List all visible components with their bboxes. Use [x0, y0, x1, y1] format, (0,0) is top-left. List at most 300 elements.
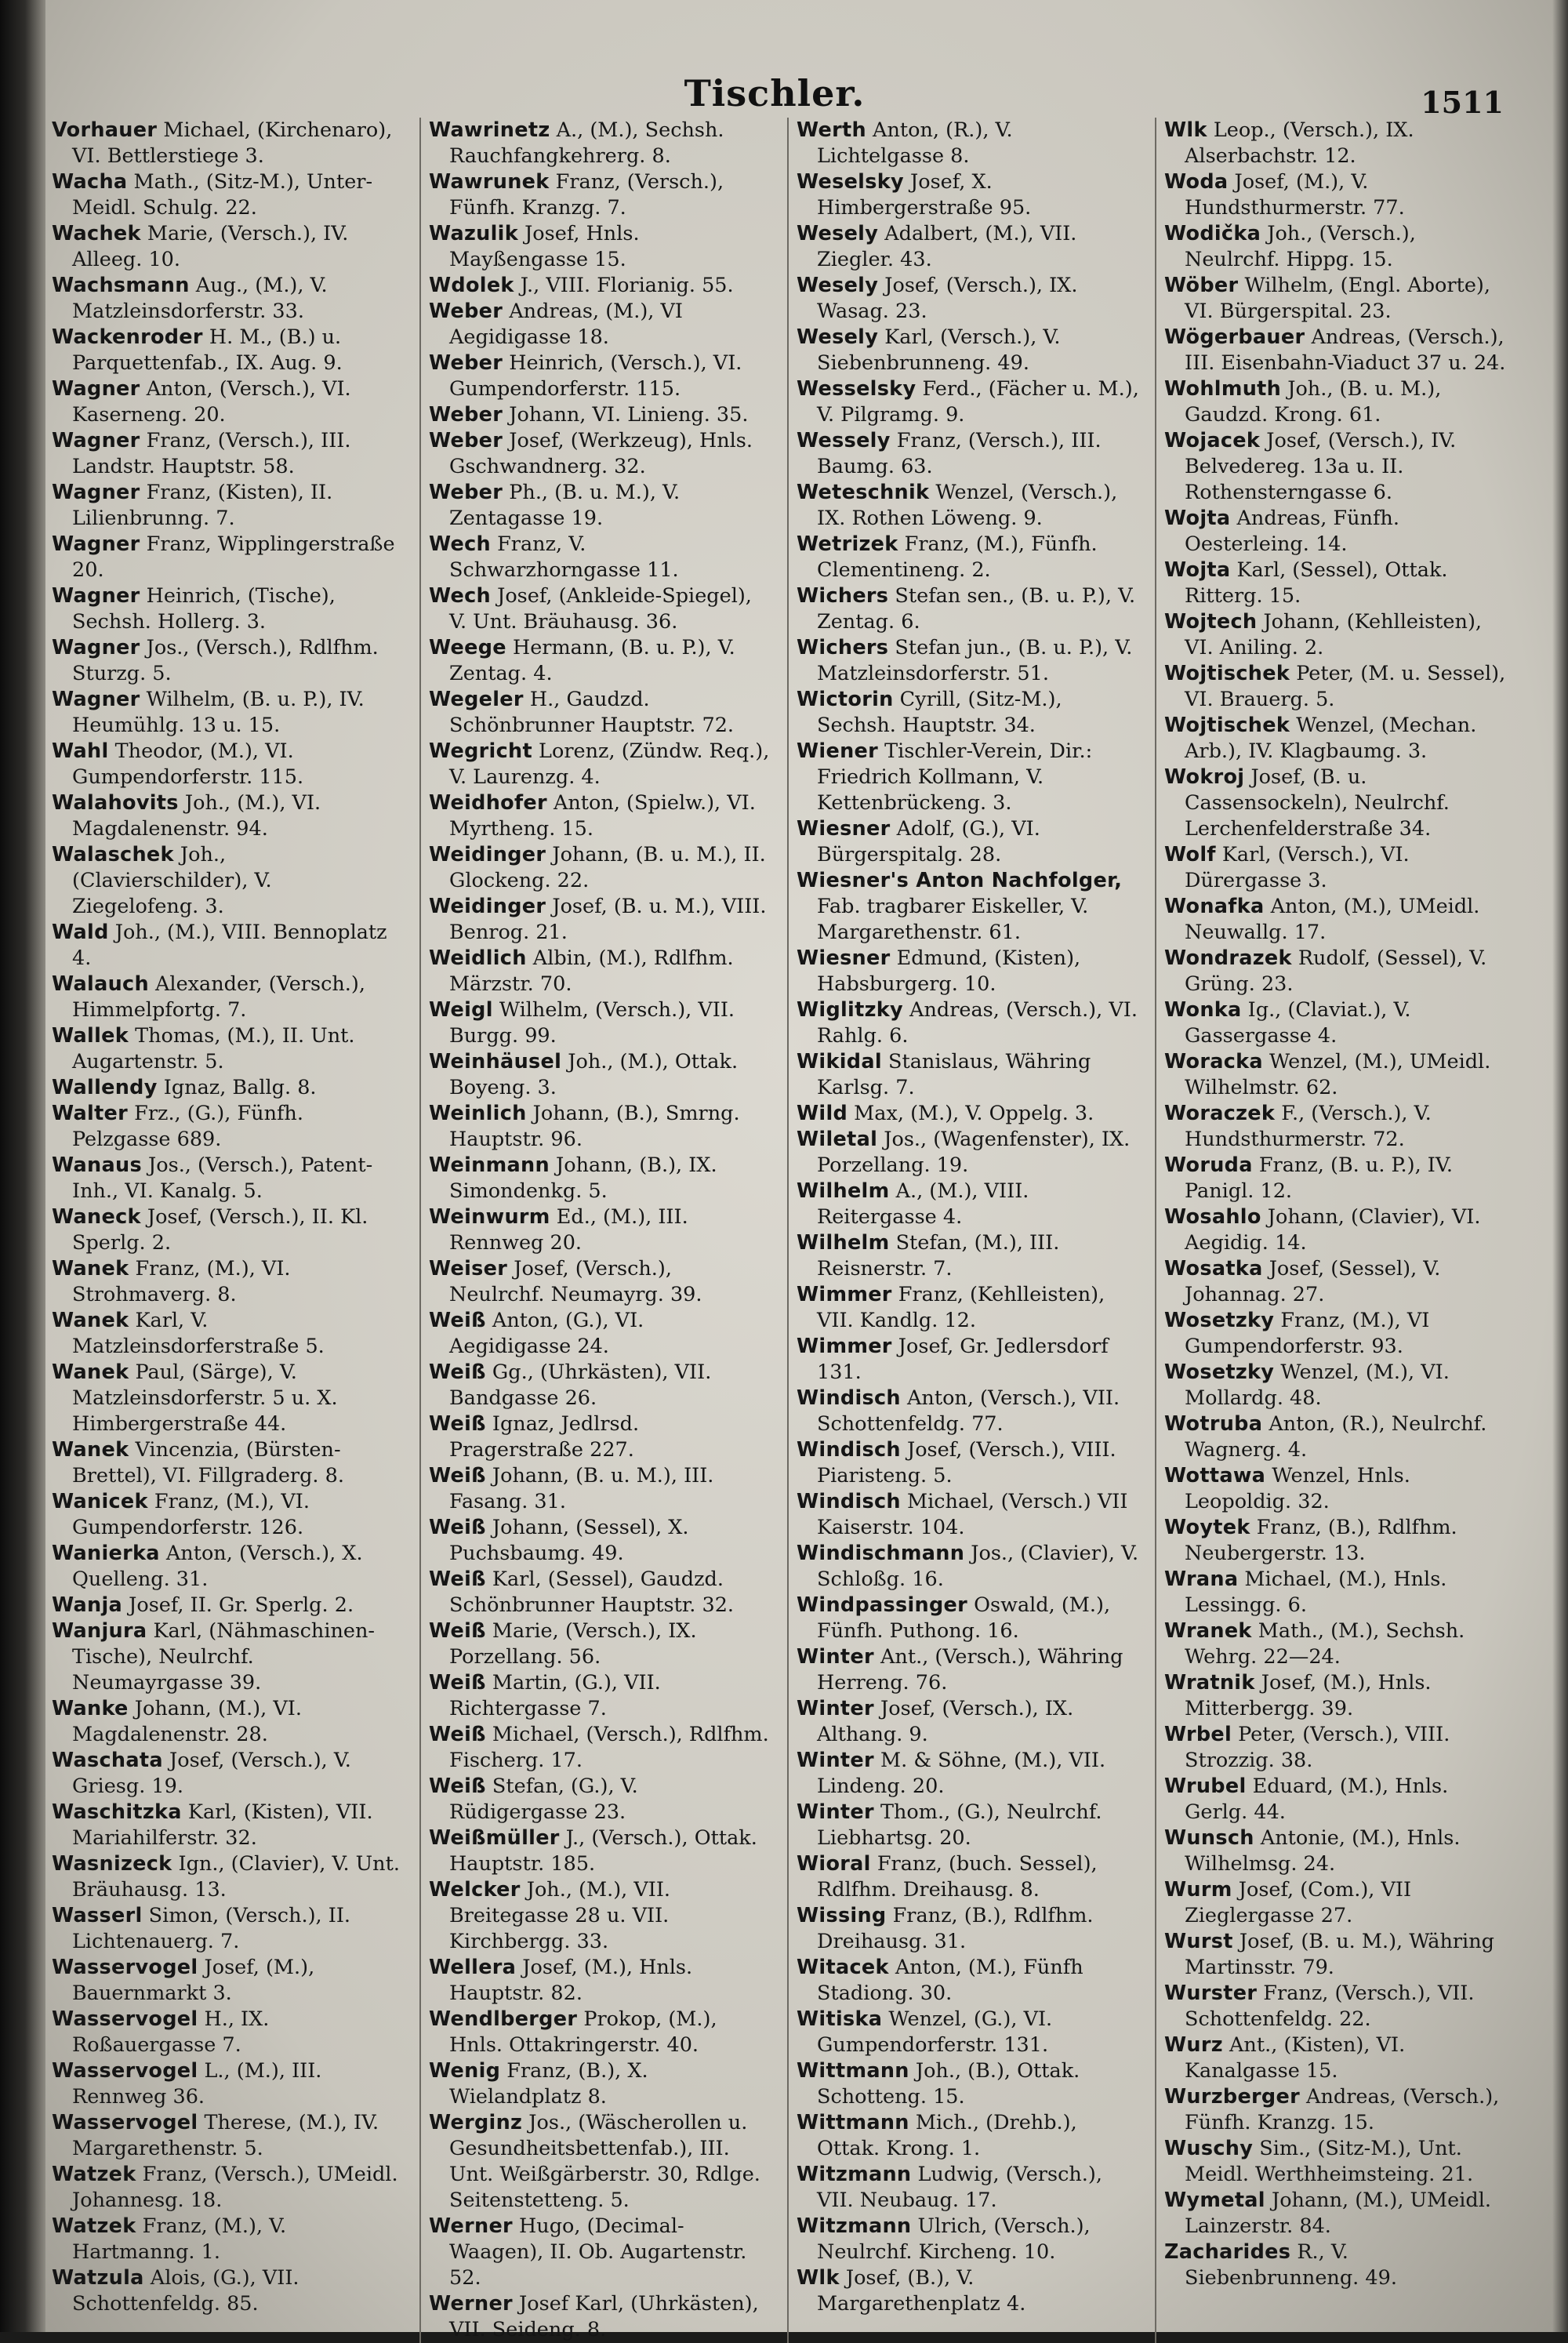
entry-details: Stefan, (G.), V. Rüdigergasse 23.	[449, 1775, 638, 1824]
entry-details: Michael, (M.), Hnls. Lessingg. 6.	[1185, 1567, 1447, 1617]
entry-details: Joh., (B.), Ottak. Schotteng. 15.	[817, 2059, 1080, 2109]
directory-entry	[797, 376, 1139, 428]
directory-entry	[1164, 1308, 1507, 1360]
directory-entry	[1164, 1411, 1507, 1463]
entry-name: Wottawa	[1164, 1464, 1266, 1488]
entry-details: Antonie, (M.), Hnls. Wilhelmsg. 24.	[1185, 1826, 1461, 1876]
entry-details: Josef, (M.), V. Hundsthurmerstr. 77.	[1185, 170, 1405, 220]
directory-entry	[429, 1618, 771, 1670]
entry-details: Peter, (M. u. Sessel), VI. Brauerg. 5.	[1185, 662, 1506, 711]
entry-name: Winter	[797, 1749, 874, 1772]
entry-details: Lorenz, (Zündw. Req.), V. Laurenzg. 4.	[449, 739, 770, 789]
directory-entry	[797, 583, 1139, 635]
entry-details: H., IX. Roßauergasse 7.	[72, 2007, 270, 2057]
directory-entry	[52, 273, 404, 325]
entry-details: Andreas, (Versch.), VI. Rahlg. 6.	[817, 998, 1138, 1048]
entry-details: Stanislaus, Währing Karlsg. 7.	[817, 1050, 1091, 1099]
entry-details: Josef, (Versch.), IV. Belvedereg. 13a u. II. Rothensterngasse 6.	[1185, 429, 1457, 504]
entry-name: Witiska	[797, 2007, 883, 2031]
entry-name: Wagner	[52, 481, 140, 504]
entry-details: Ant., (Versch.), Währing Herreng. 76.	[817, 1645, 1123, 1695]
entry-details: Franz, (M.), Fünfh. Clementineng. 2.	[817, 532, 1098, 582]
entry-name: Wöber	[1164, 274, 1239, 297]
entry-name: Wlk	[1164, 118, 1207, 142]
entry-name: Walaschek	[52, 843, 174, 866]
entry-name: Weber	[429, 300, 503, 323]
entry-name: Woytek	[1164, 1516, 1250, 1539]
entry-details: Josef, (M.), Hnls. Mitterbergg. 39.	[1185, 1671, 1432, 1720]
entry-name: Watzek	[52, 2163, 136, 2186]
directory-entry	[429, 1567, 771, 1618]
entry-details: Johann, (B.), Smrng. Hauptstr. 96.	[449, 1102, 740, 1151]
directory-entry	[429, 1101, 771, 1153]
entry-name: Wald	[52, 921, 109, 944]
entry-details: Vincenzia, (Bürsten-Brettel), VI. Fillgraderg. 8.	[72, 1438, 344, 1488]
directory-entry	[797, 739, 1139, 816]
entry-details: Josef, (Versch.), V. Griesg. 19.	[72, 1749, 351, 1798]
entry-details: Josef, X. Himbergerstraße 95.	[817, 170, 1032, 220]
entry-name: Weiß	[429, 1412, 486, 1436]
entry-name: Weiß	[429, 1723, 486, 1746]
directory-entry	[52, 2265, 404, 2317]
entry-name: Werth	[797, 118, 866, 142]
entry-details: Therese, (M.), IV. Margarethenstr. 5.	[72, 2111, 379, 2160]
entry-name: Wawrinetz	[429, 118, 550, 142]
entry-name: Wojta	[1164, 507, 1231, 530]
entry-details: Wilhelm, (Versch.), VII. Burgg. 99.	[449, 998, 735, 1048]
directory-entry	[1164, 1618, 1507, 1670]
directory-entry	[797, 946, 1139, 997]
directory-entry	[1164, 1153, 1507, 1204]
directory-entry	[52, 1800, 404, 1851]
directory-entry	[1164, 1567, 1507, 1618]
entry-details: Franz, (Versch.), III. Landstr. Hauptstr. 58.	[72, 429, 351, 478]
entry-name: Wojacek	[1164, 429, 1261, 452]
directory-entry	[52, 1360, 404, 1437]
directory-entry	[429, 997, 771, 1049]
directory-entry	[1164, 169, 1507, 221]
entry-name: Woracka	[1164, 1050, 1263, 1073]
directory-entry	[429, 1360, 771, 1411]
entry-details: Marie, (Versch.), IX. Porzellang. 56.	[449, 1619, 697, 1669]
directory-entry	[429, 790, 771, 842]
directory-entry	[429, 1308, 771, 1360]
directory-entry	[1164, 506, 1507, 558]
entry-details: Thom., (G.), Neulrchf. Liebhartsg. 20.	[817, 1800, 1102, 1850]
entry-name: Wasserl	[52, 1904, 143, 1927]
entry-details: Ignaz, Jedlrsd. Pragerstraße 227.	[449, 1412, 640, 1462]
entry-name: Weiß	[429, 1309, 486, 1332]
directory-entry	[429, 480, 771, 532]
entry-details: Paul, (Särge), V. Matzleinsdorferstr. 5 u. X. Himbergerstraße 44.	[72, 1360, 338, 1436]
entry-name: Wymetal	[1164, 2189, 1265, 2212]
entry-name: Wiener	[797, 739, 878, 763]
entry-name: Wiglitzky	[797, 998, 903, 1022]
entry-name: Weiser	[429, 1257, 508, 1280]
entry-name: Wosetzky	[1164, 1360, 1275, 1384]
entry-details: Alexander, (Versch.), Himmelpfortg. 7.	[72, 972, 365, 1022]
directory-entry	[429, 842, 771, 894]
entry-name: Woraczek	[1164, 1102, 1276, 1125]
entry-name: Weteschnik	[797, 481, 930, 504]
directory-entry	[1164, 713, 1507, 765]
entry-name: Wichers	[797, 584, 889, 608]
entry-details: Theodor, (M.), VI. Gumpendorferstr. 115.	[72, 739, 304, 789]
directory-entry	[797, 1334, 1139, 1386]
directory-entry	[1164, 997, 1507, 1049]
entry-name: Wuschy	[1164, 2137, 1254, 2160]
entry-details: Franz, (B.), Rdlfhm. Neubergerstr. 13.	[1185, 1516, 1457, 1565]
entry-details: Andreas, (M.), VI Aegidigasse 18.	[449, 300, 684, 349]
directory-entry	[429, 635, 771, 687]
entry-details: Johann, VI. Linieng. 35.	[503, 403, 749, 427]
entry-name: Weiß	[429, 1360, 486, 1384]
directory-entry	[52, 1023, 404, 1075]
entry-name: Wasservogel	[52, 2111, 198, 2134]
entry-details: Wenzel, (Versch.), IX. Rothen Löweng. 9.	[817, 481, 1118, 530]
entry-details: A., (M.), VIII. Reitergasse 4.	[817, 1179, 1029, 1229]
entry-name: Wiesner	[797, 946, 891, 970]
entry-details: Wenzel, (Mechan. Arb.), IV. Klagbaumg. 3.	[1185, 714, 1477, 763]
entry-name: Weidinger	[429, 895, 546, 918]
entry-details: Johann, (M.), VI. Magdalenenstr. 28.	[72, 1697, 302, 1746]
entry-name: Wilhelm	[797, 1179, 890, 1203]
directory-entry	[52, 2162, 404, 2214]
entry-details: Math., (Sitz-M.), Unter-Meidl. Schulg. 22.	[72, 170, 373, 220]
entry-details: J., (Versch.), Ottak. Hauptstr. 185.	[449, 1826, 757, 1876]
entry-name: Wesely	[797, 325, 879, 349]
entry-details: H., Gaudzd. Schönbrunner Hauptstr. 72.	[449, 688, 735, 737]
entry-name: Wurster	[1164, 1982, 1258, 2005]
directory-entry	[1164, 1877, 1507, 1929]
entry-details: Simon, (Versch.), II. Lichtenauerg. 7.	[72, 1904, 351, 1953]
entry-details: Ferd., (Fächer u. M.), V. Pilgramg. 9.	[817, 377, 1139, 427]
entry-details: Math., (M.), Sechsh. Wehrg. 22—24.	[1185, 1619, 1465, 1669]
directory-entry	[52, 687, 404, 739]
directory-entry	[1164, 2032, 1507, 2084]
directory-entry	[429, 1256, 771, 1308]
entry-details: Wenzel, (M.), VI. Mollardg. 48.	[1185, 1360, 1450, 1410]
directory-entry	[52, 1541, 404, 1593]
directory-entry	[1164, 1670, 1507, 1722]
directory-entry	[1164, 1101, 1507, 1153]
entry-details: Wenzel, (G.), VI. Gumpendorferstr. 131.	[817, 2007, 1053, 2057]
entry-details: Anton, (Versch.), VI. Kaserneng. 20.	[72, 377, 351, 427]
entry-name: Wittmann	[797, 2059, 909, 2083]
entry-details: Franz, (B.), Rdlfhm. Dreihausg. 31.	[817, 1904, 1094, 1953]
entry-details: Andreas, (Versch.), III. Eisenbahn-Viaduct 37 u. 24.	[1185, 325, 1506, 375]
directory-entry	[797, 118, 1139, 169]
entry-details: Johann, (B.), IX. Simondenkg. 5.	[449, 1153, 717, 1203]
directory-entry	[1164, 118, 1507, 169]
entry-name: Windpassinger	[797, 1593, 968, 1617]
directory-entry	[52, 739, 404, 790]
directory-entry	[52, 1153, 404, 1204]
entry-name: Wichers	[797, 636, 889, 659]
entry-name: Windisch	[797, 1490, 901, 1513]
directory-entry	[52, 2110, 404, 2162]
entry-name: Weege	[429, 636, 506, 659]
entry-details: Sim., (Sitz-M.), Unt. Meidl. Werthheimsteing. 21.	[1185, 2137, 1474, 2186]
directory-entry	[429, 2110, 771, 2214]
entry-details: Johann, (Sessel), X. Puchsbaumg. 49.	[449, 1516, 689, 1565]
entry-name: Wesely	[797, 274, 879, 297]
entry-name: Wondrazek	[1164, 946, 1292, 970]
directory-entry	[797, 273, 1139, 325]
entry-name: Wegeler	[429, 688, 524, 711]
directory-entry	[797, 1748, 1139, 1800]
directory-entry	[1164, 376, 1507, 428]
entry-name: Welcker	[429, 1878, 521, 1902]
entry-name: Weber	[429, 429, 503, 452]
entry-name: Wonafka	[1164, 895, 1265, 918]
entry-details: Joh., (M.), VI. Magdalenenstr. 94.	[72, 791, 321, 841]
entry-name: Wallek	[52, 1024, 129, 1048]
entry-name: Weiß	[429, 1516, 486, 1539]
entry-name: Wictorin	[797, 688, 894, 711]
entry-details: Joh., (M.), VII. Breitegasse 28 u. VII. Kirchbergg. 33.	[449, 1878, 671, 1953]
entry-details: Josef, (Versch.), IX. Althang. 9.	[817, 1697, 1074, 1746]
entry-details: Rudolf, (Sessel), V. Grüng. 23.	[1185, 946, 1487, 996]
entry-details: Josef, (M.), Hnls. Hauptstr. 82.	[449, 1956, 693, 2005]
entry-name: Wojtech	[1164, 610, 1258, 634]
entry-name: Wdolek	[429, 274, 514, 297]
entry-name: Wanicek	[52, 1490, 148, 1513]
entry-name: Wawrunek	[429, 170, 550, 194]
directory-entry	[797, 1049, 1139, 1101]
directory-entry	[52, 972, 404, 1023]
entry-details: Ig., (Claviat.), V. Gassergasse 4.	[1185, 998, 1411, 1048]
directory-entry	[1164, 2084, 1507, 2136]
directory-entry	[52, 1618, 404, 1696]
directory-entry	[52, 1437, 404, 1489]
entry-details: Michael, (Versch.), Rdlfhm. Fischerg. 17.	[449, 1723, 769, 1772]
entry-name: Wendlberger	[429, 2007, 578, 2031]
entry-name: Weinwurm	[429, 1205, 550, 1229]
entry-details: Johann, (M.), UMeidl. Lainzerstr. 84.	[1185, 2189, 1491, 2238]
entry-name: Wranek	[1164, 1619, 1252, 1643]
entry-details: M. & Söhne, (M.), VII. Lindeng. 20.	[817, 1749, 1106, 1798]
entry-details: F., (Versch.), V. Hundsthurmerstr. 72.	[1185, 1102, 1432, 1151]
entry-name: Weselsky	[797, 170, 904, 194]
entry-details: Hermann, (B. u. P.), V. Zentag. 4.	[449, 636, 735, 685]
entry-details: Eduard, (M.), Hnls. Gerlg. 44.	[1185, 1775, 1449, 1824]
entry-name: Wrbel	[1164, 1723, 1232, 1746]
entry-details: Franz, Wipplingerstraße 20.	[72, 532, 395, 582]
entry-details: Cyrill, (Sitz-M.), Sechsh. Hauptstr. 34.	[817, 688, 1062, 737]
entry-name: Wiesner's Anton Nachfolger,	[797, 869, 1123, 892]
entry-name: Wissing	[797, 1904, 887, 1927]
entry-details: Anton, (M.), Fünfh Stadiong. 30.	[817, 1956, 1083, 2005]
directory-entry	[797, 635, 1139, 687]
directory-entry	[52, 2214, 404, 2265]
entry-name: Weiß	[429, 1464, 486, 1488]
directory-entry	[797, 1696, 1139, 1748]
entry-details: Franz, (M.), VI Gumpendorferstr. 93.	[1185, 1309, 1430, 1358]
directory-columns	[52, 118, 1507, 2341]
entry-name: Wögerbauer	[1164, 325, 1305, 349]
directory-entry	[1164, 1774, 1507, 1825]
entry-name: Walahovits	[52, 791, 179, 815]
directory-entry	[797, 2214, 1139, 2265]
directory-entry	[1164, 765, 1507, 842]
entry-details: Franz, (Versch.), VII. Schottenfeldg. 22.	[1185, 1982, 1475, 2031]
entry-details: Josef, (M.), Bauernmarkt 3.	[72, 1956, 315, 2005]
entry-name: Wojtischek	[1164, 662, 1290, 685]
entry-name: Wegricht	[429, 739, 532, 763]
entry-details: Franz, (Versch.), Fünfh. Kranzg. 7.	[449, 170, 724, 220]
entry-details: Andreas, Fünfh. Oesterleing. 14.	[1185, 507, 1399, 556]
entry-details: Ant., (Kisten), VI. Kanalgasse 15.	[1185, 2033, 1406, 2083]
entry-details: Wenzel, Hnls. Leopoldig. 32.	[1185, 1464, 1410, 1513]
directory-entry	[797, 1489, 1139, 1541]
entry-details: Josef, (Ankleide-Spiegel), V. Unt. Bräuhausg. 36.	[449, 584, 752, 634]
directory-entry	[797, 1593, 1139, 1644]
entry-details: Joh., (Versch.), Neulrchf. Hippg. 15.	[1185, 222, 1416, 271]
entry-details: Martin, (G.), VII. Richtergasse 7.	[449, 1671, 661, 1720]
entry-name: Werner	[429, 2292, 513, 2316]
entry-details: Franz, (Kisten), II. Lilienbrunng. 7.	[72, 481, 333, 530]
directory-entry	[52, 1851, 404, 1903]
directory-entry	[1164, 221, 1507, 273]
directory-entry	[1164, 2239, 1507, 2291]
directory-entry	[797, 2162, 1139, 2214]
entry-name: Weiß	[429, 1671, 486, 1695]
directory-entry	[1164, 2188, 1507, 2239]
entry-name: Wolf	[1164, 843, 1216, 866]
directory-entry	[52, 790, 404, 842]
entry-name: Winter	[797, 1697, 874, 1720]
entry-details: Adalbert, (M.), VII. Ziegler. 43.	[817, 222, 1077, 271]
directory-entry	[52, 920, 404, 972]
entry-name: Witzmann	[797, 2214, 912, 2238]
entry-details: Joh., (M.), Ottak. Boyeng. 3.	[449, 1050, 739, 1099]
entry-name: Wanierka	[52, 1542, 160, 1565]
directory-entry	[797, 1955, 1139, 2007]
entry-details: Franz, (Versch.), III. Baumg. 63.	[817, 429, 1102, 478]
directory-entry	[1164, 1204, 1507, 1256]
entry-name: Wratnik	[1164, 1671, 1255, 1695]
entry-name: Winter	[797, 1800, 874, 1824]
entry-name: Wimmer	[797, 1283, 892, 1306]
directory-entry	[1164, 325, 1507, 376]
entry-details: Karl, (Versch.), VI. Dürergasse 3.	[1185, 843, 1410, 892]
entry-name: Wagner	[52, 429, 140, 452]
entry-name: Wech	[429, 584, 491, 608]
entry-name: Wazulik	[429, 222, 518, 245]
entry-details: Jos., (Versch.), Patent-Inh., VI. Kanalg. 5.	[72, 1153, 373, 1203]
entry-name: Wilhelm	[797, 1231, 890, 1255]
entry-name: Wellera	[429, 1956, 517, 1979]
directory-entry	[797, 1282, 1139, 1334]
entry-name: Wesely	[797, 222, 879, 245]
entry-details: Josef, (B. u. Cassensockeln), Neulrchf. Lerchenfelderstraße 34.	[1185, 765, 1450, 841]
directory-entry	[52, 583, 404, 635]
directory-entry	[1164, 609, 1507, 661]
entry-name: Wasservogel	[52, 1956, 198, 1979]
entry-details: Anton, (M.), UMeidl. Neuwallg. 17.	[1185, 895, 1480, 944]
directory-entry	[1164, 661, 1507, 713]
directory-entry	[1164, 946, 1507, 997]
entry-name: Werginz	[429, 2111, 523, 2134]
entry-details: Fab. tragbarer Eiskeller, V. Margarethenstr. 61.	[817, 895, 1089, 944]
directory-entry	[797, 868, 1139, 946]
entry-name: Wesselsky	[797, 377, 916, 401]
directory-entry	[52, 1308, 404, 1360]
entry-details: Wilhelm, (Engl. Aborte), VI. Bürgerspital. 23.	[1185, 274, 1490, 323]
directory-entry	[429, 739, 771, 790]
entry-details: Johann, (Clavier), VI. Aegidig. 14.	[1185, 1205, 1481, 1255]
directory-entry	[797, 480, 1139, 532]
directory-entry	[1164, 2136, 1507, 2188]
entry-details: Josef, Gr. Jedlersdorf 131.	[817, 1335, 1109, 1384]
entry-name: Wacha	[52, 170, 128, 194]
entry-name: Windisch	[797, 1438, 901, 1462]
entry-name: Wasservogel	[52, 2059, 198, 2083]
entry-name: Wanja	[52, 1593, 123, 1617]
entry-name: Weidlich	[429, 946, 527, 970]
entry-details: Franz, (buch. Sessel), Rdlfhm. Dreihausg. 8.	[817, 1852, 1098, 1902]
entry-details: Jos., (Wagenfenster), IX. Porzellang. 19.	[817, 1128, 1131, 1177]
entry-name: Wrana	[1164, 1567, 1239, 1591]
entry-details: Josef, (Com.), VII Zieglergasse 27.	[1185, 1878, 1412, 1927]
entry-details: Joh., (M.), VIII. Bennoplatz 4.	[72, 921, 387, 970]
entry-name: Wodička	[1164, 222, 1261, 245]
directory-entry	[429, 1825, 771, 1877]
entry-details: Alois, (G.), VII. Schottenfeldg. 85.	[72, 2266, 299, 2316]
directory-entry	[429, 1515, 771, 1567]
entry-name: Wetrizek	[797, 532, 898, 556]
entry-details: Aug., (M.), V. Matzleinsdorferstr. 33.	[72, 274, 328, 323]
entry-name: Waschitzka	[52, 1800, 182, 1824]
entry-details: Heinrich, (Versch.), VI. Gumpendorferstr. 115.	[449, 351, 742, 401]
entry-details: Tischler-Verein, Dir.: Friedrich Kollmann, V. Kettenbrückeng. 3.	[817, 739, 1093, 815]
entry-details: A., (M.), Sechsh. Rauchfangkehrerg. 8.	[449, 118, 724, 168]
directory-entry	[429, 428, 771, 480]
entry-details: Hugo, (Decimal-Waagen), II. Ob. Augartenstr. 52.	[449, 2214, 747, 2290]
directory-entry	[429, 273, 771, 299]
directory-entry	[52, 2007, 404, 2058]
entry-details: Jos., (Versch.), Rdlfhm. Sturzg. 5.	[72, 636, 379, 685]
entry-name: Wachsmann	[52, 274, 190, 297]
entry-details: Karl, V. Matzleinsdorferstraße 5.	[72, 1309, 325, 1358]
directory-entry	[429, 1153, 771, 1204]
directory-entry	[429, 1774, 771, 1825]
entry-details: Karl, (Kisten), VII. Mariahilferstr. 32.	[72, 1800, 373, 1850]
directory-entry	[797, 1230, 1139, 1282]
directory-entry	[429, 2291, 771, 2343]
directory-entry	[52, 118, 404, 169]
directory-entry	[52, 1256, 404, 1308]
entry-name: Vorhauer	[52, 118, 158, 142]
directory-entry	[52, 842, 404, 920]
entry-name: Waschata	[52, 1749, 163, 1772]
entry-name: Wanek	[52, 1257, 129, 1280]
entry-details: Ed., (M.), III. Rennweg 20.	[449, 1205, 688, 1255]
entry-name: Weidhofer	[429, 791, 547, 815]
directory-entry	[797, 1437, 1139, 1489]
directory-entry	[797, 2007, 1139, 2058]
directory-entry	[797, 221, 1139, 273]
entry-details: Franz, (M.), VI. Strohmaverg. 8.	[72, 1257, 291, 1306]
entry-details: Heinrich, (Tische), Sechsh. Hollerg. 3.	[72, 584, 336, 634]
entry-details: Karl, (Nähmaschinen-Tische), Neulrchf. Neumayrgasse 39.	[72, 1619, 376, 1695]
entry-name: Wojtischek	[1164, 714, 1290, 737]
directory-entry	[52, 2058, 404, 2110]
directory-entry	[429, 2214, 771, 2291]
entry-name: Wanek	[52, 1438, 129, 1462]
entry-name: Wlk	[797, 2266, 840, 2290]
